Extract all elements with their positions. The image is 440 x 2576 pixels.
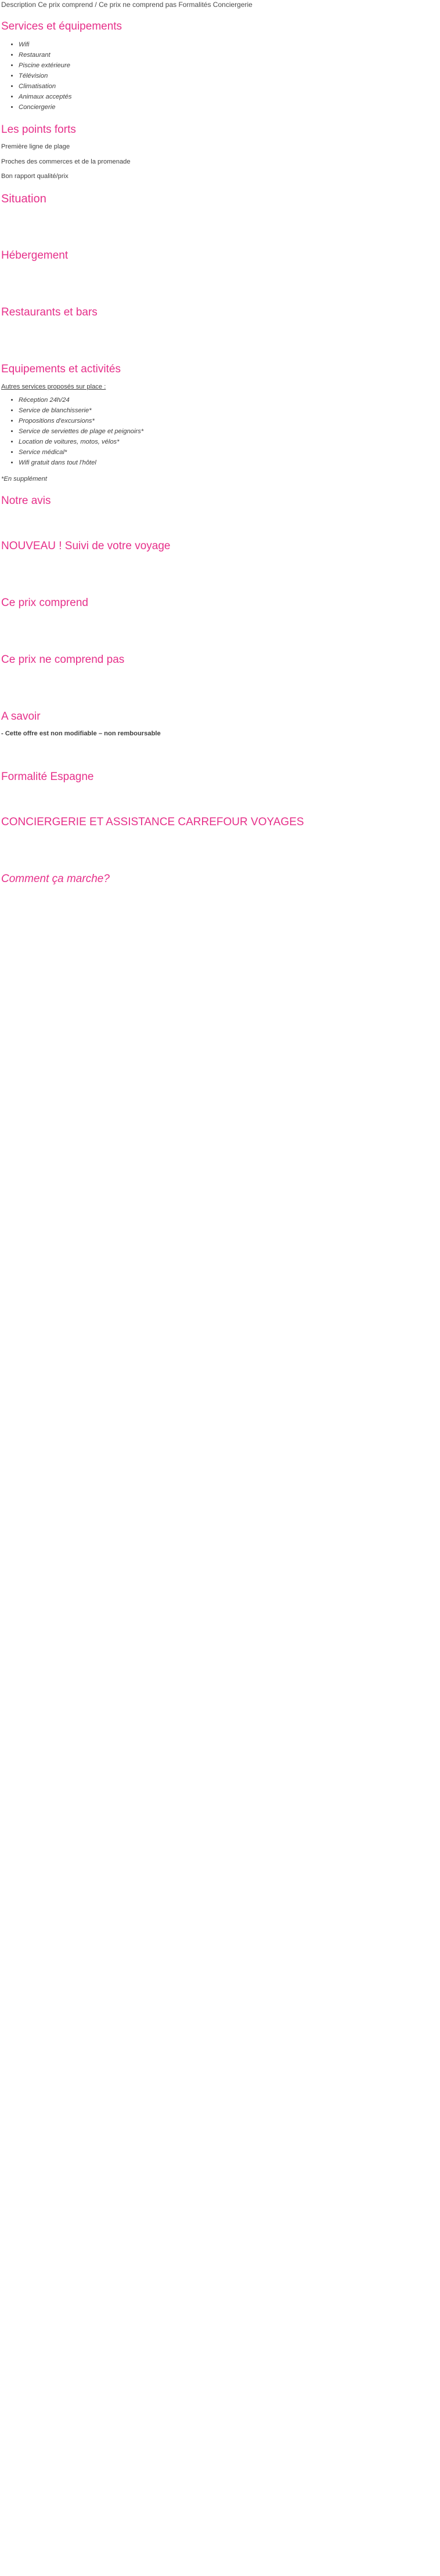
equipements-subtitle: Autres services proposés sur place : <box>1 383 106 390</box>
situation-title: Situation <box>1 192 46 205</box>
notre-avis-title: Notre avis <box>1 495 51 507</box>
section-equipements <box>1 362 439 484</box>
points-forts-title: Les points forts <box>1 124 76 136</box>
section-points-forts <box>1 123 439 182</box>
equipements-service-item: • Service de serviettes de plage et peignoirs* <box>19 426 439 437</box>
prix-comprend-title: Ce prix comprend <box>1 597 88 609</box>
section-comment <box>1 872 439 886</box>
hebergement-title: Hébergement <box>1 249 68 262</box>
section-prix-ne-comprend <box>1 653 439 667</box>
equipements-service-item: • Wifi gratuit dans tout l'hôtel <box>19 458 439 468</box>
equipements-service-item: • Réception 24h/24 <box>19 395 439 405</box>
comment-title: Comment ça marche? <box>1 872 110 885</box>
section-notre-avis <box>1 494 439 508</box>
service-item: • Télévision <box>19 71 439 81</box>
section-a-savoir <box>1 710 439 739</box>
section-prix-comprend <box>1 596 439 610</box>
service-item: • Animaux acceptés <box>19 92 439 102</box>
equipements-service-item: • Service de blanchisserie* <box>19 405 439 416</box>
equipements-service-item: • Service médical* <box>19 447 439 458</box>
section-nouveau <box>1 539 439 553</box>
equipements-note: *En supplément <box>1 475 47 482</box>
services-title: Services et équipements <box>1 20 122 32</box>
services-list <box>19 39 439 113</box>
prix-ne-comprend-title: Ce prix ne comprend pas <box>1 654 125 666</box>
section-restaurants <box>1 306 439 320</box>
service-item: • Climatisation <box>19 81 439 92</box>
section-hebergement <box>1 249 439 263</box>
formalite-title: Formalité Espagne <box>1 770 94 783</box>
nouveau-title: NOUVEAU ! Suivi de votre voyage <box>1 540 171 552</box>
equipements-service-item: • Location de voitures, motos, vélos* <box>19 437 439 447</box>
conciergerie-title: CONCIERGERIE ET ASSISTANCE CARREFOUR VOYAGES <box>1 815 304 828</box>
a-savoir-title: A savoir <box>1 710 41 723</box>
equipements-service-item: • Propositions d'excursions* <box>19 416 439 426</box>
section-situation <box>1 192 439 206</box>
service-item: • Conciergerie <box>19 102 439 113</box>
equipements-services-list <box>19 395 439 468</box>
section-formalite <box>1 770 439 784</box>
service-item: • Piscine extérieure <box>19 60 439 71</box>
point-fort-line: Première ligne de plage <box>1 143 70 150</box>
service-item: • Wifi <box>19 39 439 50</box>
section-conciergerie <box>1 815 439 829</box>
top-line: Description Ce prix comprend / Ce prix ne comprend pas Formalités Conciergerie <box>1 1 253 9</box>
equipements-title: Equipements et activités <box>1 362 121 375</box>
point-fort-line: Bon rapport qualité/prix <box>1 173 68 180</box>
service-item: • Restaurant <box>19 50 439 60</box>
a-savoir-final: - Cette offre est non modifiable – non remboursable <box>1 730 161 737</box>
section-services <box>1 20 439 113</box>
point-fort-line: Proches des commerces et de la promenade <box>1 158 131 165</box>
restaurants-title: Restaurants et bars <box>1 306 98 318</box>
